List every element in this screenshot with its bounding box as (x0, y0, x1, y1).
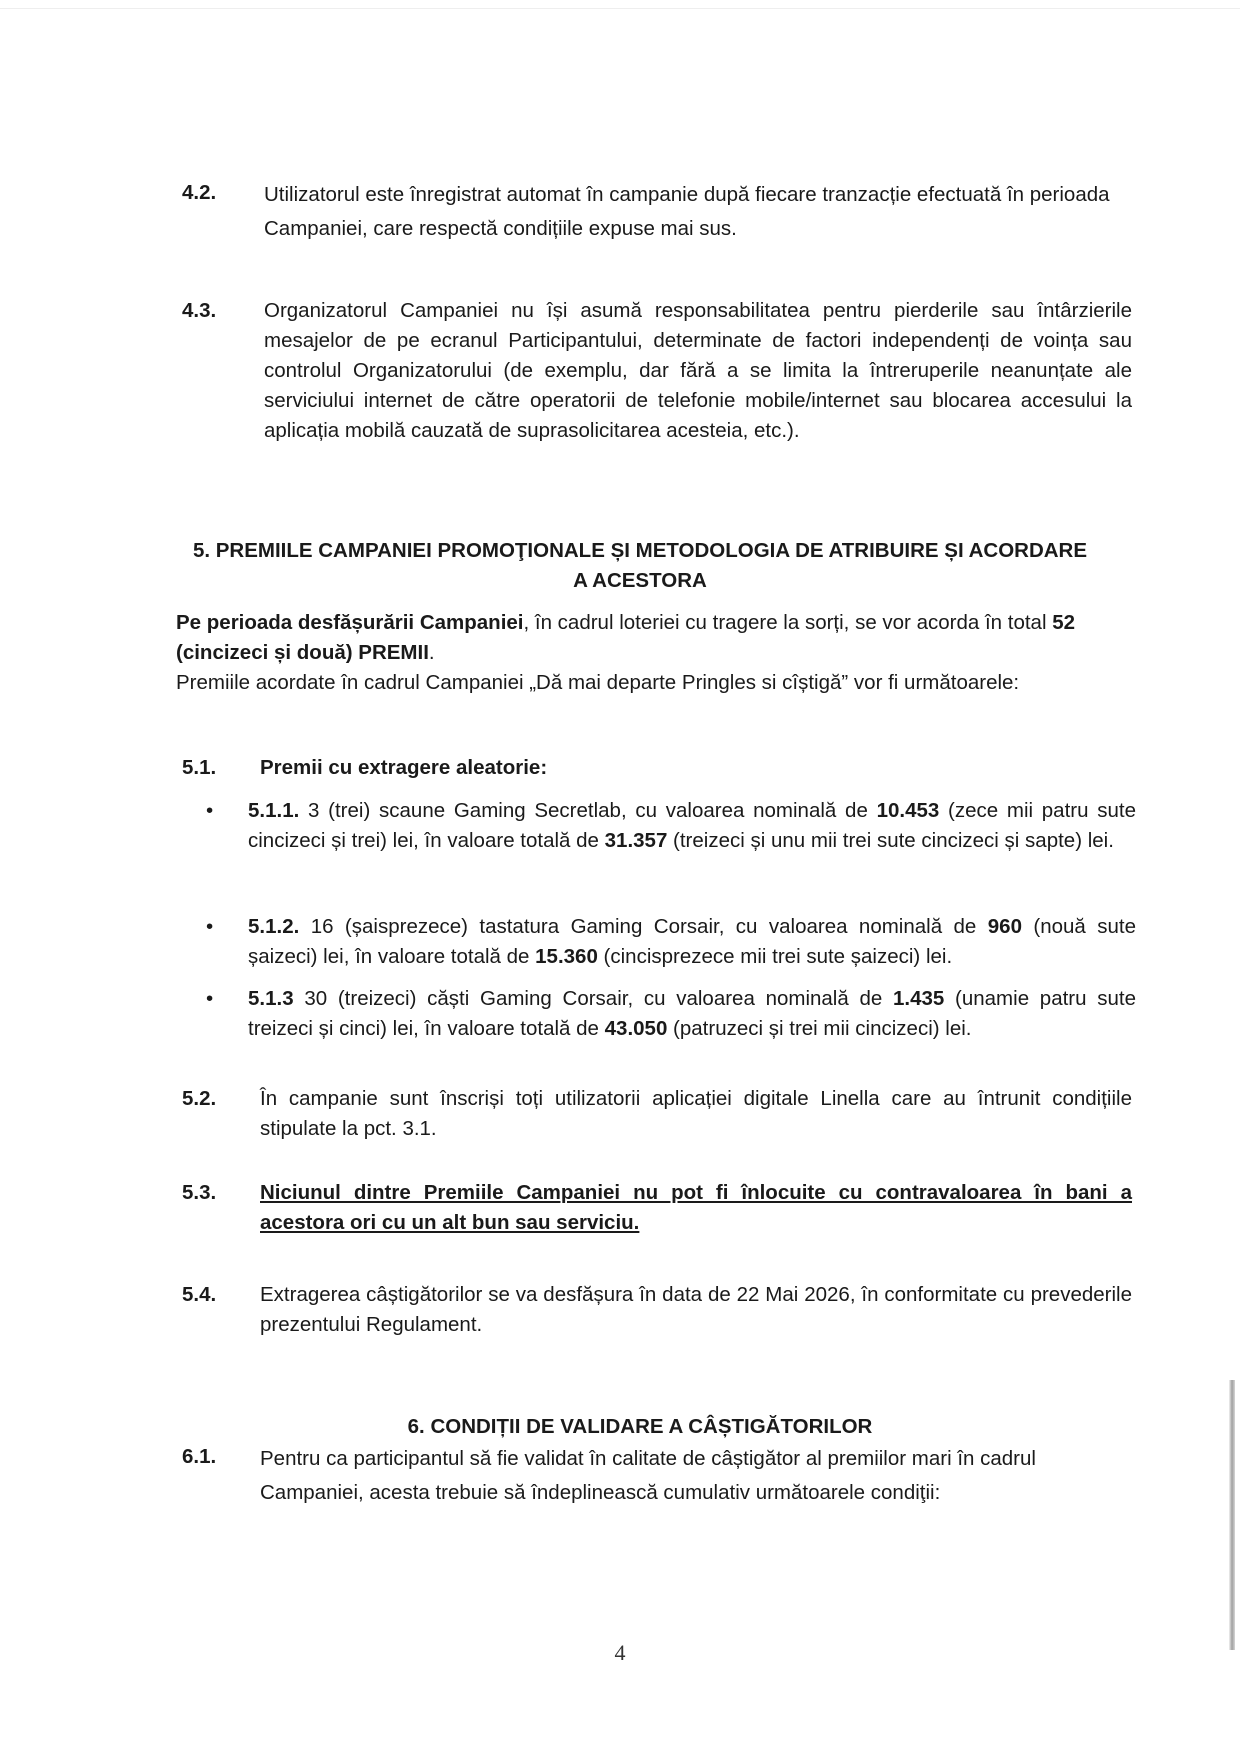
bullet-code: 5.1.1. (248, 799, 300, 822)
bullet-text-part: (treizeci și unu mii trei sute cincizeci și sapte) lei. (667, 829, 1114, 852)
bullet-text-part: (zece mii patru sute cincizeci și trei) lei, în valoare totală de (248, 799, 1136, 852)
bullet-code: 5.1.2. (248, 915, 300, 938)
intro-line-prizes-list: Premiile acordate în cadrul Campaniei „Dă mai departe Pringles si cîștigă” vor fi următoarele: (176, 671, 1020, 694)
bullet-icon: • (206, 799, 214, 822)
scan-edge-top (0, 8, 1240, 9)
clause-5-1 (182, 753, 1132, 783)
clause-text: Pentru ca participantul să fie validat în calitate de câștigător al premiilor mari în cadrul Campaniei, acesta trebuie să îndeplinească cumulativ următoarele condiţii: (260, 1447, 1036, 1504)
section-6-heading: 6. CONDIȚII DE VALIDARE A CÂȘTIGĂTORILOR (407, 1415, 873, 1438)
clause-number: 5.3. (182, 1181, 217, 1204)
scan-edge-right (1229, 1380, 1235, 1650)
intro-text: , în cadrul loteriei cu tragere la sorți, se vor acorda în total (523, 611, 1053, 634)
bullet-icon: • (206, 987, 214, 1010)
clause-text: Utilizatorul este înregistrat automat în campanie după fiecare tranzacție efectuată în perioada Campaniei, care respectă condițiile expuse mai sus. (264, 183, 1110, 240)
clause-4-2 (182, 178, 1132, 246)
clause-number: 4.3. (182, 299, 217, 322)
bullet-text-part: (nouă sute șaizeci) lei, în valoare totală de (248, 915, 1136, 968)
clause-5-4 (182, 1280, 1132, 1340)
clause-5-3 (182, 1178, 1132, 1238)
prize-bullet-5-1-3 (206, 984, 1136, 1044)
intro-paragraph (176, 608, 1076, 668)
clause-number: 4.2. (182, 181, 217, 204)
nominal-value: 960 (987, 915, 1022, 938)
bullet-text-part: 16 (șaisprezece) tastatura Gaming Corsair, cu valoarea nominală de (299, 915, 988, 938)
clause-text: Organizatorul Campaniei nu își asumă responsabilitatea pentru pierderile sau întârzierile mesajelor de pe ecranul Participantului, determinate de factori independenți de voința sau controlul Organizatorului (de exemplu, dar fără a se limita la întreruperile neanunțate ale serviciului internet de către operatorii de telefonie mobile/internet sau blocarea accesului la aplicația mobilă cauzată de suprasolicitarea acesteia, etc.). (264, 299, 1132, 442)
clause-5-2 (182, 1084, 1132, 1144)
clause-text-underlined: Niciunul dintre Premiile Campaniei nu pot fi înlocuite cu contravaloarea în bani a acestora ori cu un alt bun sau serviciu. (260, 1181, 1132, 1234)
bullet-text-part: (cincisprezece mii trei sute șaizeci) lei. (597, 945, 953, 968)
section-5-intro (176, 608, 1096, 698)
clause-4-3 (182, 296, 1132, 446)
intro-text-end: . (428, 641, 435, 664)
prize-bullet-5-1-1 (206, 796, 1136, 856)
bullet-text-part: (patruzeci și trei mii cincizeci) lei. (667, 1017, 972, 1040)
total-value: 15.360 (535, 945, 598, 968)
clause-number: 5.2. (182, 1087, 217, 1110)
nominal-value: 10.453 (876, 799, 940, 822)
bullet-text (248, 796, 1136, 856)
bullet-text (248, 912, 1136, 972)
total-value: 43.050 (604, 1017, 668, 1040)
bullet-text (248, 984, 1136, 1044)
clause-6-1 (182, 1442, 1132, 1510)
nominal-value: 1.435 (893, 987, 945, 1010)
heading-line-2: A ACESTORA (573, 569, 707, 592)
intro-bold-period: Pe perioada desfășurării Campaniei (176, 611, 524, 634)
bullet-text-part: (unamie patru sute treizeci și cinci) lei, în valoare totală de (248, 987, 1136, 1040)
clause-text: În campanie sunt înscriși toți utilizatorii aplicației digitale Linella care au întrunit condițiile stipulate la pct. 3.1. (260, 1087, 1132, 1140)
prize-bullet-5-1-2 (206, 912, 1136, 972)
clause-number: 5.1. (182, 756, 217, 779)
bullet-text-part: 30 (treizeci) căști Gaming Corsair, cu valoarea nominală de (293, 987, 893, 1010)
clause-number: 5.4. (182, 1283, 217, 1306)
heading-line-1: 5. PREMIILE CAMPANIEI PROMOŢIONALE ȘI METODOLOGIA DE ATRIBUIRE ȘI ACORDARE (192, 539, 1088, 562)
total-value: 31.357 (604, 829, 668, 852)
bullet-code: 5.1.3 (248, 987, 294, 1010)
clause-number: 6.1. (182, 1445, 217, 1468)
bullet-text-part: 3 (trei) scaune Gaming Secretlab, cu valoarea nominală de (299, 799, 877, 822)
clause-text: Extragerea câștigătorilor se va desfășura în data de 22 Mai 2026, în conformitate cu prevederile prezentului Regulament. (260, 1283, 1132, 1336)
page-number: 4 (614, 1640, 626, 1665)
intro-bold-prizes: 52 (cincizeci și două) PREMII (176, 611, 1076, 664)
clause-title: Premii cu extragere aleatorie: (260, 756, 548, 779)
section-5-heading (160, 536, 1120, 596)
bullet-icon: • (206, 915, 214, 938)
